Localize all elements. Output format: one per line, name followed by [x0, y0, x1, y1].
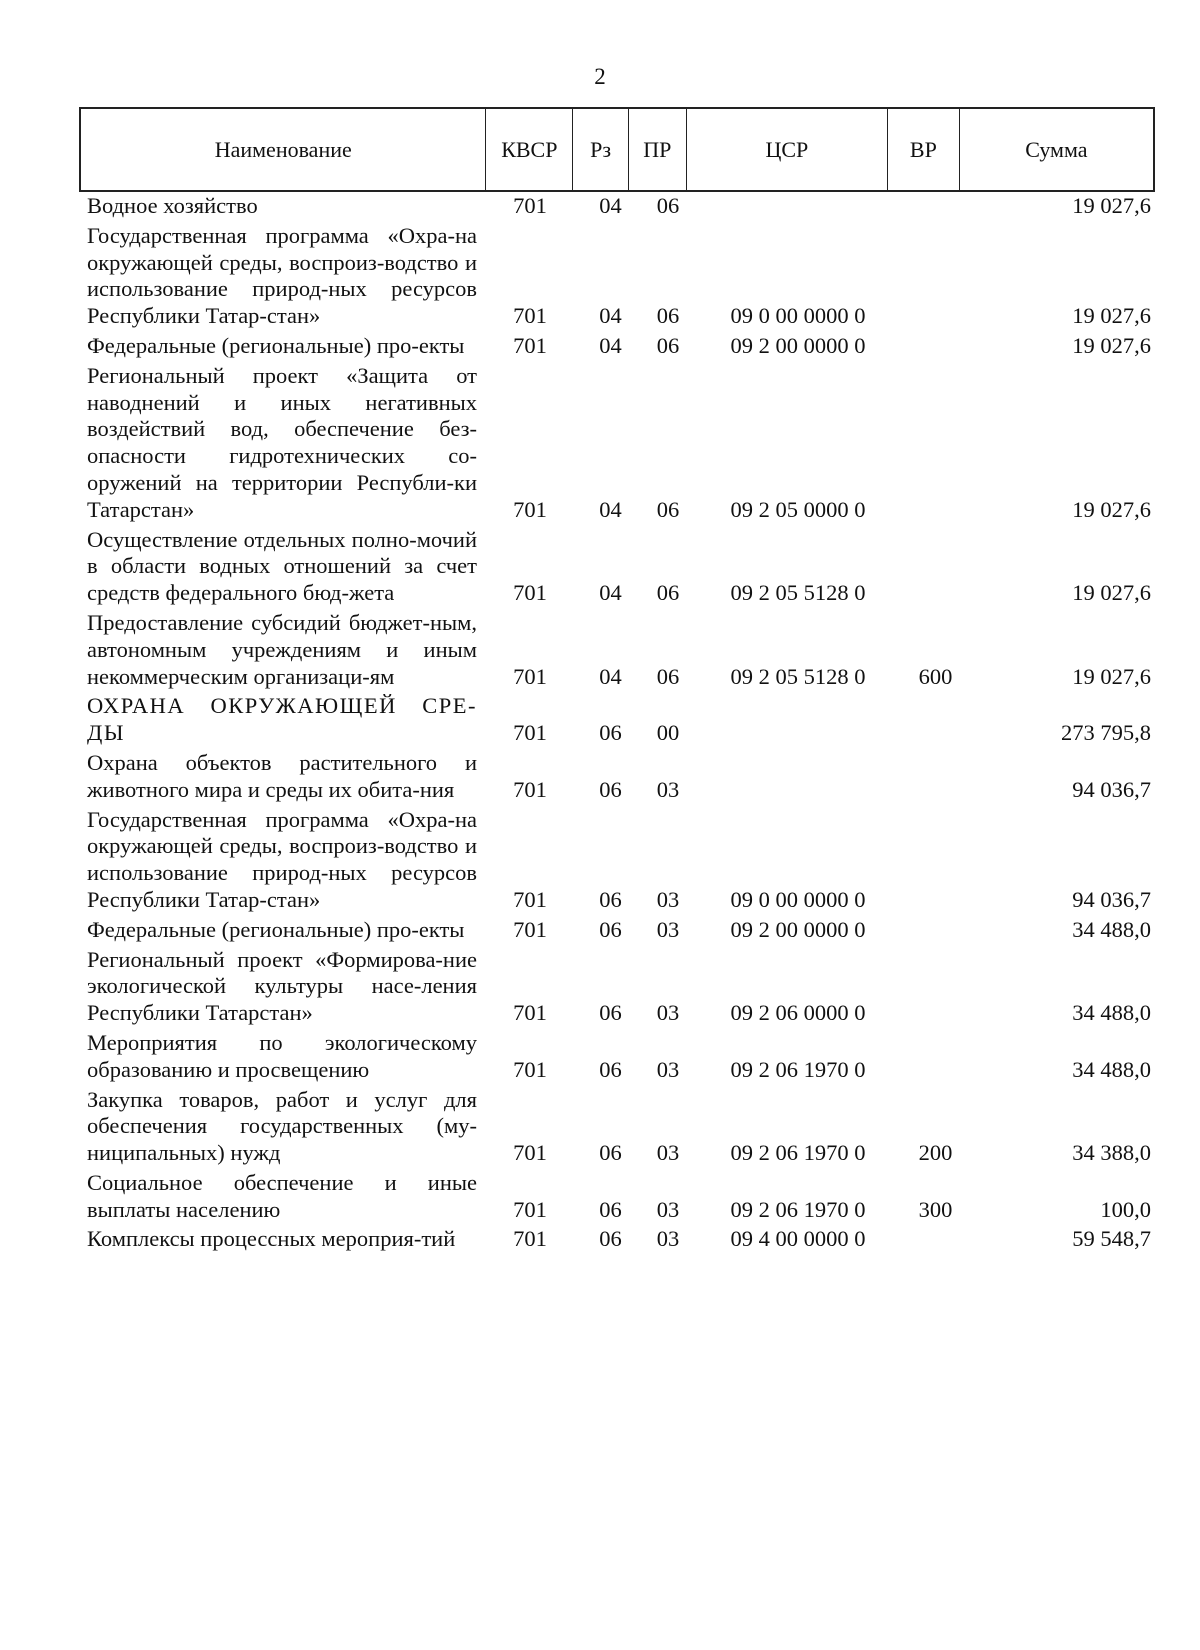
cell-csr: 09 2 05 0000 0	[730, 496, 866, 522]
cell-pr: 03	[656, 1140, 680, 1166]
cell-pr: 06	[656, 496, 680, 522]
header-name: Наименование	[81, 109, 486, 190]
page-number: 2	[594, 64, 606, 89]
cell-pr: 03	[656, 1056, 680, 1082]
cell-pr: 03	[656, 776, 680, 802]
cell-name: Комплексы процессных мероприя-тий	[87, 1226, 456, 1252]
cell-sum: 19 027,6	[1072, 193, 1151, 218]
cell-csr: 09 2 06 1970 0	[730, 1196, 866, 1222]
cell-name: Закупка товаров, работ и услуг для обеспечения государственных (му-ниципальных) нужд	[87, 1086, 477, 1166]
cell-name: Региональный проект «Формирова-ние экологической культуры насе-ления Республики Татарстан»	[87, 946, 477, 1026]
cell-kvsr: 701	[513, 916, 547, 942]
cell-sum: 34 488,0	[1072, 1000, 1151, 1026]
cell-pr: 03	[656, 886, 680, 912]
cell-sum: 273 795,8	[1061, 720, 1151, 746]
cell-rz: 06	[599, 1000, 622, 1026]
table-row	[87, 807, 1151, 914]
cell-pr: 03	[656, 1226, 680, 1252]
header-vr: ВР	[888, 109, 960, 190]
cell-rz: 06	[599, 1056, 622, 1082]
header-kvsr: КВСР	[486, 109, 573, 190]
cell-name: Региональный проект «Защита от наводнений и иных негативных воздействий вод, обеспечение без-опасности гидротехнических со-оружений на территории Республи-ки Татарстан»	[87, 362, 477, 522]
table-row	[87, 1087, 1151, 1167]
cell-name: Федеральные (региональные) про-екты	[87, 916, 465, 942]
cell-sum: 19 027,6	[1072, 663, 1151, 689]
table-row	[87, 610, 1151, 690]
cell-name: Предоставление субсидий бюджет-ным, автономным учреждениям и иным некоммерческим организаци-ям	[87, 609, 477, 689]
cell-sum: 19 027,6	[1072, 332, 1151, 358]
header-sum: Сумма	[1025, 136, 1088, 162]
header-csr: ЦСР	[687, 109, 888, 190]
cell-kvsr: 701	[513, 1140, 547, 1166]
cell-rz: 06	[599, 776, 622, 802]
cell-pr: 06	[656, 580, 680, 606]
cell-rz: 06	[599, 720, 622, 746]
cell-kvsr: 701	[513, 663, 547, 689]
cell-sum: 94 036,7	[1072, 886, 1151, 912]
cell-rz: 04	[599, 663, 622, 689]
cell-csr: 09 2 05 5128 0	[730, 663, 866, 689]
cell-csr: 09 0 00 0000 0	[730, 886, 866, 912]
cell-csr: 09 2 06 1970 0	[730, 1056, 866, 1082]
cell-name: Государственная программа «Охра-на окружающей среды, воспроиз-водство и использование природ-ных ресурсов Республики Татар-стан»	[87, 806, 477, 912]
cell-rz: 06	[599, 1140, 622, 1166]
table-row	[87, 527, 1151, 607]
cell-rz: 04	[599, 496, 622, 522]
cell-rz: 06	[599, 916, 622, 942]
cell-vr: 300	[918, 1196, 953, 1222]
cell-vr: 600	[918, 663, 953, 689]
cell-csr: 09 2 00 0000 0	[730, 332, 866, 358]
table-row	[87, 693, 1151, 747]
cell-vr: 200	[918, 1140, 953, 1166]
cell-rz: 04	[599, 580, 622, 606]
table-row	[87, 947, 1151, 1027]
cell-rz: 06	[599, 1226, 622, 1252]
cell-pr: 03	[656, 1000, 680, 1026]
cell-kvsr: 701	[513, 886, 547, 912]
cell-rz: 04	[599, 193, 622, 218]
cell-name: Водное хозяйство	[87, 193, 258, 218]
cell-name: Федеральные (региональные) про-екты	[87, 332, 465, 358]
header-pr: ПР	[629, 109, 687, 190]
cell-csr: 09 0 00 0000 0	[730, 303, 866, 329]
cell-pr: 06	[656, 663, 680, 689]
cell-name: Осуществление отдельных полно-мочий в области водных отношений за счет средств федерального бюд-жета	[87, 526, 477, 606]
cell-csr: 09 2 00 0000 0	[730, 916, 866, 942]
cell-sum: 100,0	[1100, 1196, 1151, 1222]
cell-kvsr: 701	[513, 1226, 547, 1252]
cell-name: ОХРАНА ОКРУЖАЮЩЕЙ СРЕ-ДЫ	[87, 693, 477, 746]
cell-rz: 04	[599, 303, 622, 329]
cell-rz: 04	[599, 332, 622, 358]
cell-kvsr: 701	[513, 720, 547, 746]
cell-rz: 06	[599, 886, 622, 912]
cell-kvsr: 701	[513, 580, 547, 606]
cell-pr: 06	[656, 193, 680, 218]
cell-csr: 09 4 00 0000 0	[730, 1226, 866, 1252]
cell-sum: 19 027,6	[1072, 580, 1151, 606]
cell-kvsr: 701	[513, 1196, 547, 1222]
cell-sum: 19 027,6	[1072, 303, 1151, 329]
cell-csr: 09 2 06 0000 0	[730, 1000, 866, 1026]
cell-name: Мероприятия по экологическому образованию и просвещению	[87, 1029, 477, 1082]
table-row	[87, 1226, 1151, 1253]
header-rz: Рз	[573, 109, 629, 190]
table-row	[87, 363, 1151, 524]
table-row	[87, 1170, 1151, 1224]
cell-pr: 06	[656, 303, 680, 329]
cell-name: Социальное обеспечение и иные выплаты населению	[87, 1169, 477, 1222]
table-row	[87, 750, 1151, 804]
cell-sum: 59 548,7	[1072, 1226, 1151, 1252]
cell-pr: 03	[656, 1196, 680, 1222]
table-row	[87, 333, 1151, 360]
cell-sum: 94 036,7	[1072, 776, 1151, 802]
cell-sum: 19 027,6	[1072, 496, 1151, 522]
cell-csr: 09 2 06 1970 0	[730, 1140, 866, 1166]
table-header	[79, 107, 1155, 192]
cell-sum: 34 488,0	[1072, 1056, 1151, 1082]
cell-name: Охрана объектов растительного и животного мира и среды их обита-ния	[87, 749, 477, 802]
table-row	[87, 917, 1151, 944]
cell-pr: 00	[656, 720, 680, 746]
cell-pr: 06	[656, 332, 680, 358]
table-body	[87, 193, 1151, 1256]
cell-kvsr: 701	[513, 193, 547, 218]
table-row	[87, 1030, 1151, 1084]
cell-kvsr: 701	[513, 496, 547, 522]
cell-sum: 34 488,0	[1072, 916, 1151, 942]
cell-kvsr: 701	[513, 303, 547, 329]
cell-name: Государственная программа «Охра-на окружающей среды, воспроиз-водство и использование природ-ных ресурсов Республики Татар-стан»	[87, 222, 477, 329]
cell-rz: 06	[599, 1196, 622, 1222]
cell-sum: 34 388,0	[1072, 1140, 1151, 1166]
cell-csr: 09 2 05 5128 0	[730, 580, 866, 606]
cell-kvsr: 701	[513, 332, 547, 358]
cell-pr: 03	[656, 916, 680, 942]
cell-kvsr: 701	[513, 1056, 547, 1082]
table-row	[87, 193, 1151, 220]
cell-kvsr: 701	[513, 776, 547, 802]
cell-kvsr: 701	[513, 1000, 547, 1026]
table-row	[87, 223, 1151, 330]
